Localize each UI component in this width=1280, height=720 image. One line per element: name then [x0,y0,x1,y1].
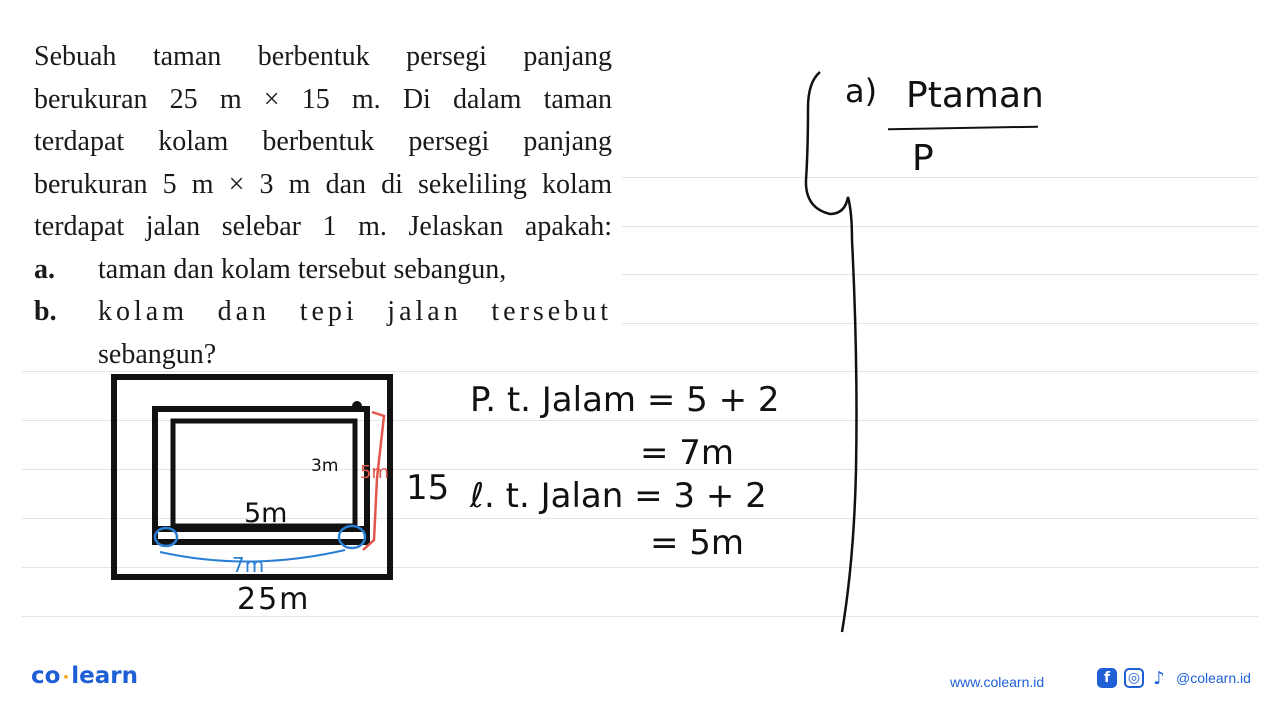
item-marker: a. [34,253,55,285]
logo-left: co [31,663,61,689]
work-line-2: = 7m [640,433,735,473]
social-handle[interactable]: @colearn.id [1176,670,1251,686]
fraction-bar [888,126,1038,131]
problem-line: terdapat jalan selebar 1 m. Jelaskan apakah: [34,211,612,242]
problem-line: berukuran 25 m × 15 m. Di dalam taman [34,83,612,115]
ruled-line [622,226,1258,227]
item-marker: b. [34,296,57,327]
label-3m: 3m [311,456,339,476]
corner-dot [352,401,362,411]
problem-line: terdapat kolam berbentuk persegi panjang [34,126,612,157]
instagram-icon[interactable]: ◎ [1124,668,1144,688]
work-line-3: ℓ. t. Jalan = 3 + 2 [470,476,767,516]
problem-statement [34,36,612,376]
work-line-4: = 5m [650,523,745,563]
item-text: taman dan kolam tersebut sebangun, [98,253,507,285]
problem-line: Sebuah taman berbentuk persegi panjang [34,41,612,72]
social-links [1097,668,1251,688]
facebook-icon[interactable]: f [1097,668,1117,688]
tiktok-icon[interactable]: ♪ [1153,667,1165,689]
colearn-logo [31,663,138,689]
problem-line: berukuran 5 m × 3 m dan di sekeliling kolam [34,168,612,200]
work-line-1: P. t. Jalam = 5 + 2 [470,380,780,420]
item-continuation: sebangun? [98,338,217,370]
fraction-numerator: Ptaman [906,75,1044,116]
logo-right: learn [71,663,139,689]
ruled-line [622,274,1258,275]
ruled-line [622,323,1258,324]
part-a-label: a) [845,72,878,110]
ruled-line [622,177,1258,178]
label-5m: 5m [244,498,288,529]
fraction-denominator: P [912,138,934,179]
website-link[interactable]: www.colearn.id [950,674,1045,690]
label-7m: 7m [232,553,265,577]
question-item-b [34,291,612,334]
label-15: 15 [406,468,450,508]
question-item-a [34,249,612,292]
logo-dot: · [62,667,70,688]
label-25m: 25m [237,582,311,617]
label-5m-red: 5m [360,462,389,483]
curly-brace [795,60,865,640]
item-text: kolam dan tepi jalan tersebut [98,296,612,327]
